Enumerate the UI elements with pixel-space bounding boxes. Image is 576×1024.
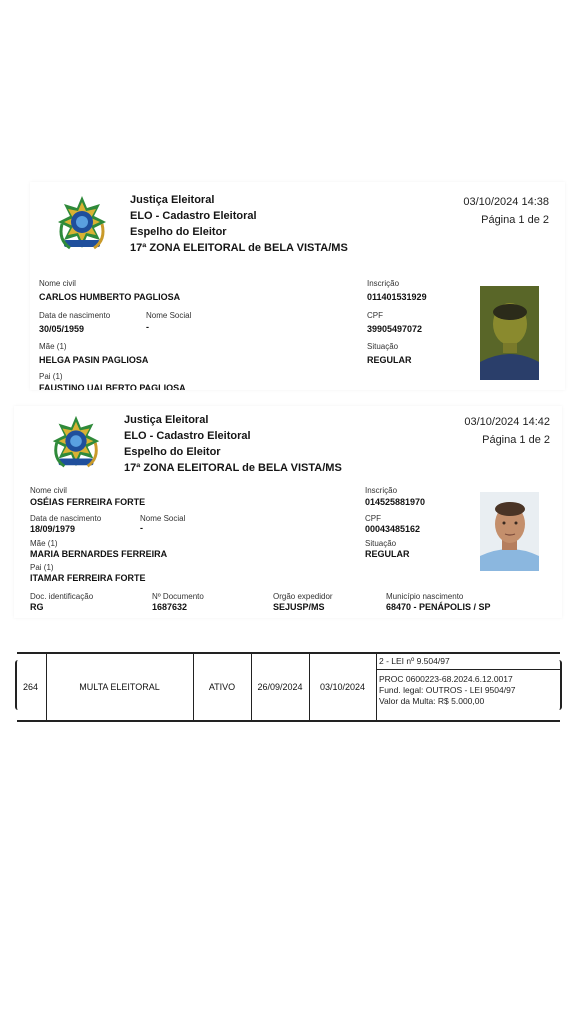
situacao-label: Situação [367, 342, 399, 351]
table-detail-legal-basis: Fund. legal: OUTROS - LEI 9504/97 [379, 685, 516, 695]
table-cell-date-2: 03/10/2024 [319, 682, 366, 692]
inscricao-value: 011401531929 [367, 292, 427, 302]
nome-social-label: Nome Social [140, 514, 186, 523]
nome-social-value: - [140, 523, 143, 533]
orgao-expedidor-label: Orgão expedidor [273, 592, 333, 601]
cpf-value: 00043485162 [365, 524, 421, 534]
header-line-1: Justiça Eleitoral [124, 414, 209, 426]
table-cell-code: 264 [23, 682, 39, 692]
cpf-value: 39905497072 [367, 324, 423, 334]
page-indicator: Página 1 de 2 [481, 214, 549, 226]
doc-identificacao-label: Doc. identificação [30, 592, 94, 601]
nome-social-label: Nome Social [146, 311, 192, 320]
voter-photo [480, 492, 539, 571]
brazil-coat-of-arms-icon [50, 414, 102, 472]
print-datetime: 03/10/2024 14:42 [464, 416, 550, 428]
pai-label: Pai (1) [30, 563, 54, 572]
table-detail-process: PROC 0600223-68.2024.6.12.0017 [379, 674, 513, 684]
table-detail-fine-amount: Valor da Multa: R$ 5.000,00 [379, 696, 485, 706]
municipio-nascimento-value: 68470 - PENÁPOLIS / SP [386, 602, 491, 612]
pai-value: ITAMAR FERREIRA FORTE [30, 573, 146, 583]
situacao-label: Situação [365, 539, 397, 548]
nome-civil-value: CARLOS HUMBERTO PAGLIOSA [39, 292, 181, 302]
num-documento-value: 1687632 [152, 602, 188, 612]
orgao-expedidor-value: SEJUSP/MS [273, 602, 325, 612]
voter-record-2 [14, 406, 562, 618]
doc-identificacao-value: RG [30, 602, 44, 612]
nascimento-label: Data de nascimento [30, 514, 102, 523]
nascimento-value: 30/05/1959 [39, 324, 85, 334]
header-line-2: ELO - Cadastro Eleitoral [130, 210, 257, 222]
nome-civil-label: Nome civil [39, 279, 76, 288]
situacao-value: REGULAR [367, 355, 412, 365]
header-line-4: 17ª ZONA ELEITORAL de BELA VISTA/MS [124, 462, 342, 474]
inscricao-label: Inscrição [365, 486, 398, 495]
num-documento-label: Nº Documento [152, 592, 204, 601]
table-cell-status: ATIVO [208, 682, 236, 692]
nascimento-value: 18/09/1979 [30, 524, 76, 534]
page-indicator: Página 1 de 2 [482, 434, 550, 446]
table-detail-law: 2 - LEI nº 9.504/97 [379, 656, 450, 666]
nome-civil-value: OSÉIAS FERREIRA FORTE [30, 497, 146, 507]
mae-value: HELGA PASIN PAGLIOSA [39, 355, 149, 365]
cpf-label: CPF [365, 514, 381, 523]
header-line-3: Espelho do Eleitor [130, 226, 227, 238]
header-line-1: Justiça Eleitoral [130, 194, 215, 206]
mae-label: Mãe (1) [39, 342, 67, 351]
nome-civil-label: Nome civil [30, 486, 67, 495]
voter-record-1 [30, 182, 565, 390]
situacao-value: REGULAR [365, 549, 410, 559]
nascimento-label: Data de nascimento [39, 311, 111, 320]
brazil-coat-of-arms-icon [56, 194, 108, 254]
table-cell-date-1: 26/09/2024 [257, 682, 303, 692]
print-datetime: 03/10/2024 14:38 [463, 196, 549, 208]
header-line-4: 17ª ZONA ELEITORAL de BELA VISTA/MS [130, 242, 348, 254]
municipio-nascimento-label: Município nascimento [386, 592, 464, 601]
pai-label: Pai (1) [39, 372, 63, 381]
pai-value: FAUSTINO UALBERTO PAGLIOSA [39, 383, 186, 390]
header-line-2: ELO - Cadastro Eleitoral [124, 430, 251, 442]
cpf-label: CPF [367, 311, 383, 320]
nome-social-value: - [146, 322, 149, 332]
penalty-table [17, 652, 560, 722]
table-cell-type: MULTA ELEITORAL [79, 682, 160, 692]
mae-value: MARIA BERNARDES FERREIRA [30, 549, 168, 559]
mae-label: Mãe (1) [30, 539, 58, 548]
voter-photo [480, 286, 539, 380]
inscricao-label: Inscrição [367, 279, 400, 288]
inscricao-value: 014525881970 [365, 497, 426, 507]
header-line-3: Espelho do Eleitor [124, 446, 221, 458]
